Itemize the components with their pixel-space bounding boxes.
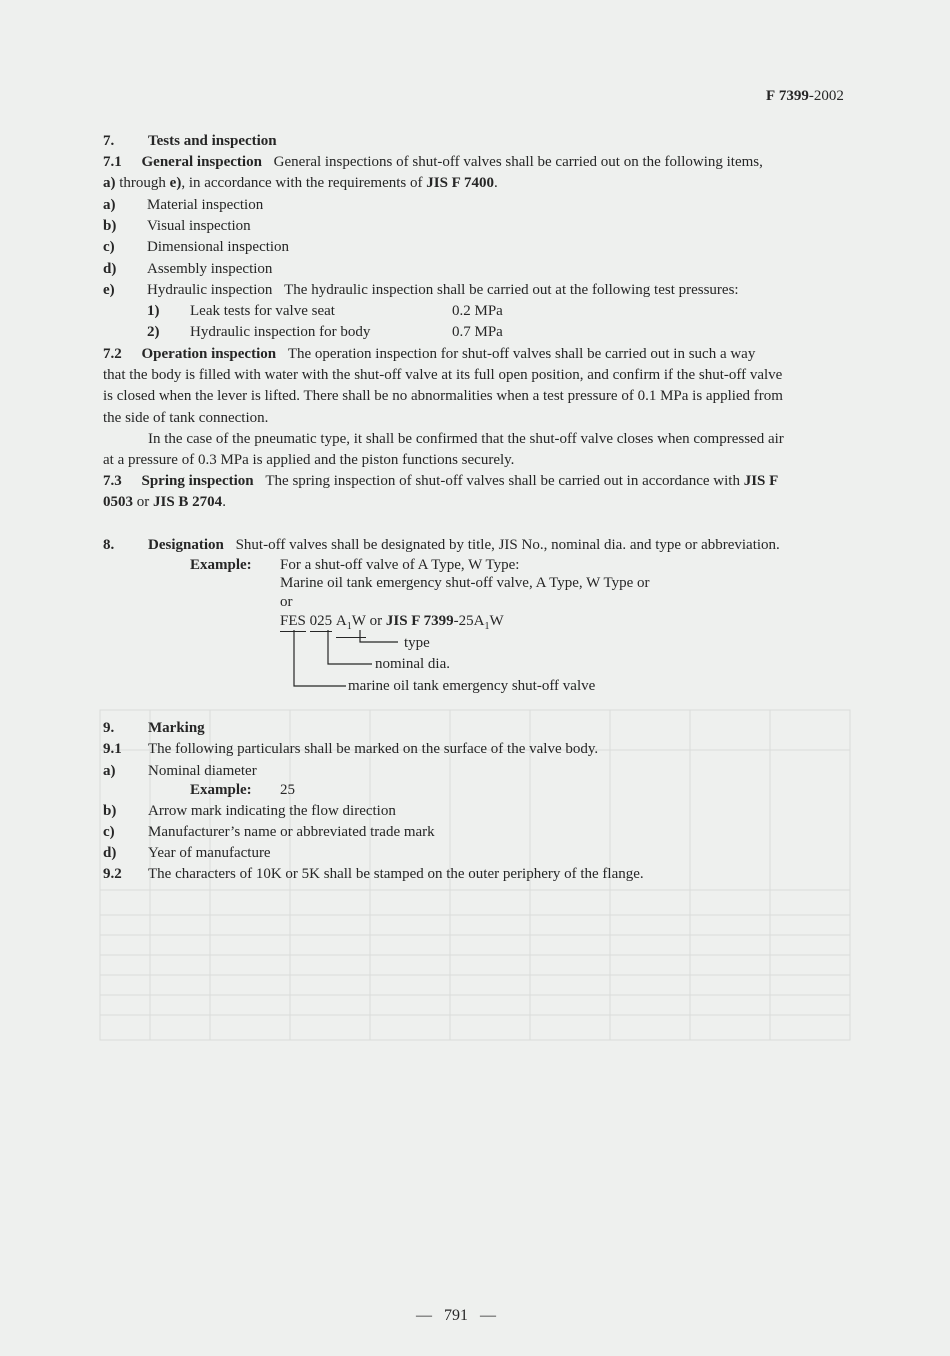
list-label: e)	[103, 282, 115, 298]
ref-item-e: e)	[169, 175, 182, 191]
sub-list-item: Hydraulic inspection for body	[190, 324, 371, 340]
code-fes: FES	[280, 611, 306, 632]
ref-jis-b-2704: JIS B 2704	[153, 494, 223, 510]
section-8-text: Shut-off valves shall be designated by title, JIS No., nominal dia. and type or abbreviation.	[235, 537, 780, 553]
list-item: Year of manufacture	[148, 845, 271, 861]
label-nominal-dia: nominal dia.	[375, 656, 450, 672]
list-label: d)	[103, 845, 117, 861]
clause-7-2-text: The operation inspection for shut-off valves shall be carried out in such a way	[287, 346, 756, 362]
ref-0503: 0503	[103, 494, 133, 510]
code-jis-tail: -25A	[453, 613, 485, 629]
list-item: Nominal diameter	[148, 763, 257, 779]
paragraph-line: at a pressure of 0.3 MPa is applied and the piston functions securely.	[103, 452, 515, 468]
clause-9-1-number: 9.1	[103, 741, 122, 757]
clause-9-1-text: The following particulars shall be marked on the surface of the valve body.	[148, 741, 599, 757]
label-marine-valve: marine oil tank emergency shut-off valve	[348, 678, 596, 694]
text-or: or	[133, 494, 153, 510]
list-label: c)	[103, 824, 115, 840]
section-8-title: Designation	[148, 537, 224, 553]
hydraulic-inspection-label: Hydraulic inspection	[147, 282, 273, 298]
list-label: c)	[103, 239, 115, 255]
list-label: d)	[103, 261, 117, 277]
clause-7-3-line-2	[103, 492, 226, 512]
example-line: or	[280, 594, 293, 610]
text-requirements: , in accordance with the requirements of	[181, 175, 427, 191]
list-item: Arrow mark indicating the flow direction	[148, 803, 396, 819]
clause-7-3-title: Spring inspection	[141, 473, 254, 489]
standard-prefix: F	[766, 88, 776, 104]
text-through: through	[115, 175, 170, 191]
page-number-value: 791	[444, 1307, 468, 1324]
clause-7-1-title: General inspection	[141, 154, 262, 170]
clause-7-1-line-1	[103, 152, 763, 172]
example-line: Marine oil tank emergency shut-off valve, A Type, W Type or	[280, 575, 650, 591]
text-period: .	[494, 175, 498, 191]
list-item: Visual inspection	[147, 218, 251, 234]
clause-7-3-number: 7.3	[103, 473, 122, 489]
code-type-a: A	[335, 613, 347, 629]
clause-7-1-text: General inspections of shut-off valves shall be carried out on the following items,	[273, 154, 763, 170]
clause-9-2-text: The characters of 10K or 5K shall be stamped on the outer periphery of the flange.	[148, 866, 644, 882]
example-line: For a shut-off valve of A Type, W Type:	[280, 557, 520, 573]
clause-7-3-line-1	[103, 471, 778, 491]
list-item: Assembly inspection	[147, 261, 273, 277]
list-item	[147, 280, 739, 300]
text-or: or	[365, 613, 386, 629]
sub-list-item: Leak tests for valve seat	[190, 303, 335, 319]
clause-7-2-title: Operation inspection	[141, 346, 277, 362]
ref-item-a: a)	[103, 175, 116, 191]
paragraph-line: that the body is filled with water with the shut-off valve at its full open position, and confirm if the shut-off valve	[103, 367, 783, 383]
section-9-number: 9.	[103, 720, 115, 736]
example-label: Example:	[190, 557, 252, 573]
dash-right: —	[480, 1307, 496, 1324]
paragraph-line: In the case of the pneumatic type, it shall be confirmed that the shut-off valve closes when compressed air	[148, 431, 784, 447]
list-item: Dimensional inspection	[147, 239, 290, 255]
label-type: type	[404, 635, 430, 651]
code-jis-subscript: 1	[484, 621, 490, 632]
standard-number: 7399	[778, 88, 809, 104]
section-8-line	[148, 535, 780, 555]
clause-7-2-number: 7.2	[103, 346, 122, 362]
sub-list-label: 1)	[147, 303, 160, 319]
page-number	[416, 1306, 496, 1326]
dash-left: —	[416, 1307, 432, 1324]
section-9-title: Marking	[148, 720, 205, 736]
text-period: .	[222, 494, 226, 510]
section-7-title: Tests and inspection	[148, 133, 277, 149]
code-jis-w: W	[489, 613, 504, 629]
clause-7-3-text: The spring inspection of shut-off valves shall be carried out in accordance with	[265, 473, 744, 489]
clause-7-1-number: 7.1	[103, 154, 122, 170]
clause-7-1-line-2	[103, 173, 498, 193]
list-label: b)	[103, 803, 117, 819]
ref-jis-f: JIS F	[743, 473, 779, 489]
list-label: a)	[103, 197, 116, 213]
example-label: Example:	[190, 782, 252, 798]
example-value: 25	[280, 782, 295, 798]
ref-jis-f-7400: JIS F 7400	[426, 175, 495, 191]
standard-year: -2002	[808, 88, 844, 104]
sub-list-label: 2)	[147, 324, 160, 340]
list-item: Manufacturer’s name or abbreviated trade mark	[148, 824, 435, 840]
code-nominal-dia: 025	[310, 611, 333, 632]
paragraph-line: is closed when the lever is lifted. There shall be no abnormalities when a test pressure of 0.1 MPa is applied from	[103, 388, 783, 404]
code-type-w: W	[351, 613, 366, 629]
section-8-number: 8.	[103, 537, 115, 553]
code-type-subscript: 1	[346, 621, 352, 632]
list-item: Material inspection	[147, 197, 264, 213]
code-jis-number: JIS F 7399	[385, 613, 454, 629]
paragraph-line: the side of tank connection.	[103, 410, 269, 426]
standard-header	[766, 86, 844, 106]
section-7-number: 7.	[103, 133, 115, 149]
clause-7-2-line-1	[103, 344, 755, 364]
clause-9-2-number: 9.2	[103, 866, 122, 882]
sub-list-value: 0.2 MPa	[452, 303, 503, 319]
list-label: b)	[103, 218, 117, 234]
sub-list-value: 0.7 MPa	[452, 324, 503, 340]
list-label: a)	[103, 763, 116, 779]
hydraulic-inspection-text: The hydraulic inspection shall be carried out at the following test pressures:	[284, 282, 739, 298]
